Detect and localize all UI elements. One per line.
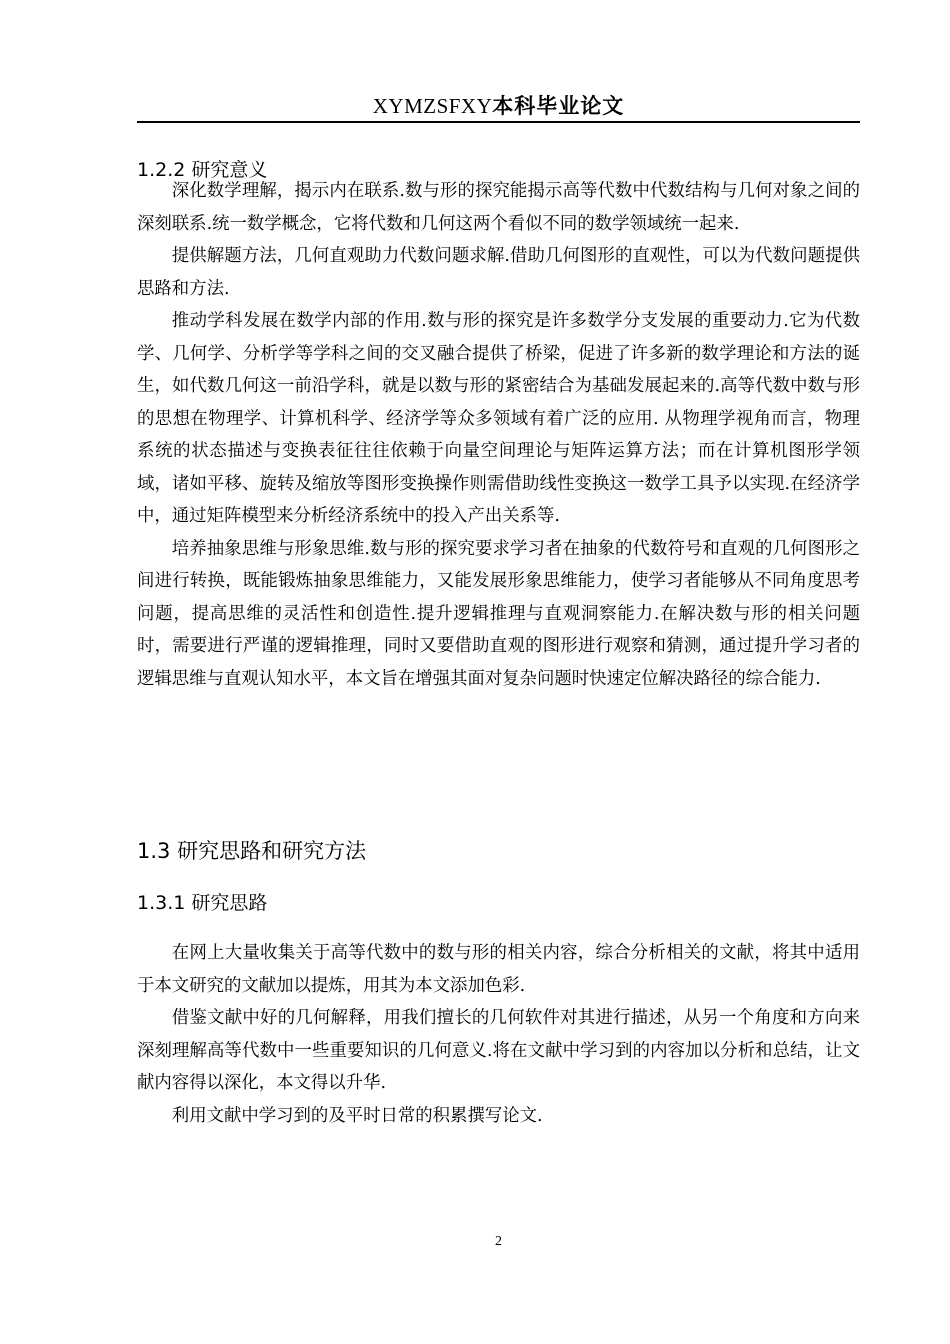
section-heading-1-3: 1.3 研究思路和研究方法 <box>137 839 367 863</box>
section-body-1-3-1 <box>137 937 860 1132</box>
section-body-1-2-2 <box>137 175 860 695</box>
paragraph: 深化数学理解，揭示内在联系.数与形的探究能揭示高等代数中代数结构与几何对象之间的深刻联系.统一数学概念，它将代数和几何这两个看似不同的数学领域统一起来. <box>137 181 860 234</box>
section-heading-1-2-2: 1.2.2 研究意义 <box>137 159 268 181</box>
paragraph: 提供解题方法，几何直观助力代数问题求解.借助几何图形的直观性，可以为代数问题提供思路和方法. <box>137 246 860 299</box>
page-number: 2 <box>495 1234 502 1249</box>
paragraph: 推动学科发展在数学内部的作用.数与形的探究是许多数学分支发展的重要动力.它为代数学、几何学、分析学等学科之间的交叉融合提供了桥梁，促进了许多新的数学理论和方法的诞生，如代数几何这一前沿学科，就是以数与形的紧密结合为基础发展起来的.高等代数中数与形的思想在物理学、计算机科学、经济学等众多领域有着广泛的应用. 从物理学视角而言，物理系统的状态描述与变换表征往往依赖于向量空间理论与矩阵运算方法；而在计算机图形学领域，诸如平移、旋转及缩放等图形变换操作则需借助线性变换这一数学工具予以实现.在经济学中，通过矩阵模型来分析经济系统中的投入产出关系等. <box>137 311 860 526</box>
paragraph: 利用文献中学习到的及平时日常的积累撰写论文. <box>171 1105 543 1126</box>
header-code: XYMZSFXY <box>372 94 493 118</box>
page-header <box>137 92 860 120</box>
paragraph: 在网上大量收集关于高等代数中的数与形的相关内容，综合分析相关的文献，将其中适用于本文研究的文献加以提炼，用其为本文添加色彩. <box>137 943 860 996</box>
header-rule <box>137 121 860 123</box>
section-heading-1-3-1: 1.3.1 研究思路 <box>137 892 268 914</box>
paragraph: 培养抽象思维与形象思维.数与形的探究要求学习者在抽象的代数符号和直观的几何图形之间进行转换，既能锻炼抽象思维能力，又能发展形象思维能力，使学习者能够从不同角度思考问题，提高思维的灵活性和创造性.提升逻辑推理与直观洞察能力.在解决数与形的相关问题时，需要进行严谨的逻辑推理，同时又要借助直观的图形进行观察和猜测，通过提升学习者的逻辑思维与直观认知水平，本文旨在增强其面对复杂问题时快速定位解决路径的综合能力. <box>137 538 860 689</box>
header-title: 本科毕业论文 <box>492 94 625 118</box>
paragraph: 借鉴文献中好的几何解释，用我们擅长的几何软件对其进行描述，从另一个角度和方向来深刻理解高等代数中一些重要知识的几何意义.将在文献中学习到的内容加以分析和总结，让文献内容得以深化，本文得以升华. <box>137 1008 860 1093</box>
